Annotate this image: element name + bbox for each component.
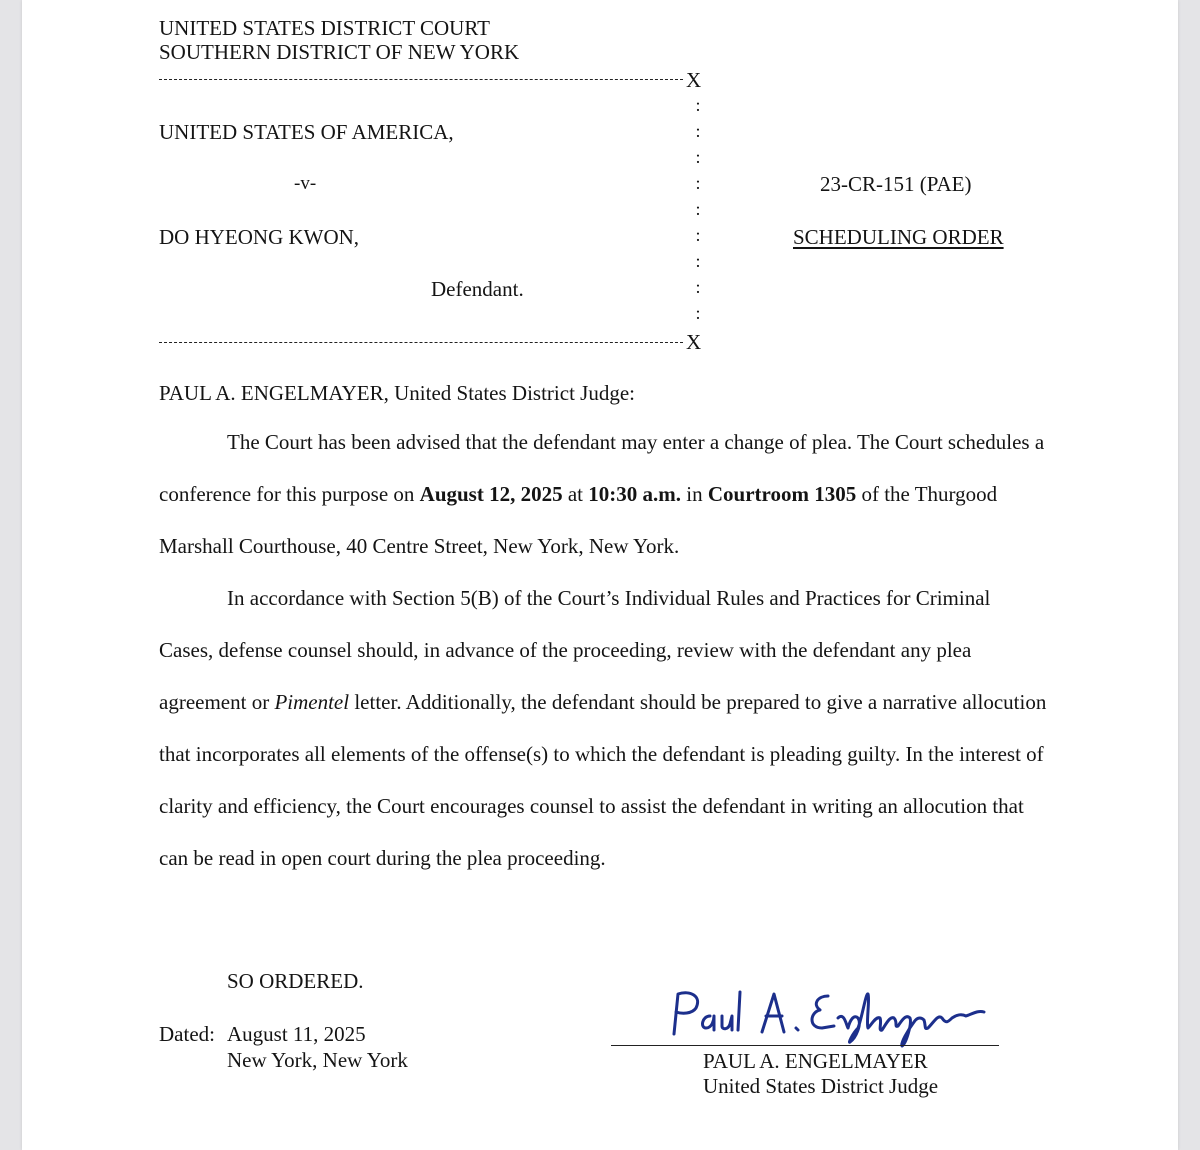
p1-text-4: of the Thurgood Marshall Courthouse, 40 Centre Street, New York, New York. [159,482,998,558]
so-ordered: SO ORDERED. [227,969,364,993]
pimentel-italic: Pimentel [274,690,350,714]
p2-text-1: In accordance with Section 5(B) of the Court’s Individual Rules and Practices for Criminal Cases, defense counsel should, in advance of the proceeding, review with the defendant any plea agreement or [159,586,991,714]
versus-label: -v- [294,173,317,194]
case-number: 23-CR-151 (PAE) [820,172,972,196]
document-page [22,0,1178,1150]
document-title: SCHEDULING ORDER [793,225,1004,249]
p1-text-1: The Court has been advised that the defendant may enter a change of plea. The Court schedules a conference for this purpose on [159,430,1045,506]
paragraph-scheduling [159,416,1049,572]
caption-bottom-rule [159,342,683,343]
court-name: UNITED STATES DISTRICT COURT [159,16,490,40]
p1-text-3: in [681,482,708,506]
p2-text-2: letter. Additionally, the defendant should be prepared to give a narrative allocution that incorporates all elements of the offense(s) to which the defendant is pleading guilty. In the interest of clarity and efficiency, the Court encourages counsel to assist the defendant in writing an allocution that can be read in open court during the plea proceeding. [159,690,1047,870]
signature-line [611,1045,999,1046]
dated-label: Dated: [159,1022,215,1046]
dated-date: August 11, 2025 [227,1022,366,1046]
caption-top-x: X [686,68,702,92]
courtroom-number: Courtroom 1305 [707,482,857,506]
defendant-role: Defendant. [431,277,524,301]
judge-intro: PAUL A. ENGELMAYER, United States District Judge: [159,381,635,405]
judge-signature [662,984,1002,1054]
court-header [159,16,659,64]
defendant-name: DO HYEONG KWON, [159,225,360,249]
conference-time: 10:30 a.m. [588,482,682,506]
signer-name: PAUL A. ENGELMAYER [703,1049,928,1073]
dated-place: New York, New York [227,1048,408,1072]
caption-colon-column: : : : : : : : : : [695,95,701,323]
conference-date: August 12, 2025 [419,482,563,506]
caption-bottom-x: X [686,330,702,354]
plaintiff-name: UNITED STATES OF AMERICA, [159,120,454,144]
p1-text-2: at [562,482,589,506]
caption-top-rule [159,79,683,80]
court-district: SOUTHERN DISTRICT OF NEW YORK [159,40,520,64]
signer-title: United States District Judge [703,1074,939,1098]
paragraph-allocution [159,572,1049,884]
